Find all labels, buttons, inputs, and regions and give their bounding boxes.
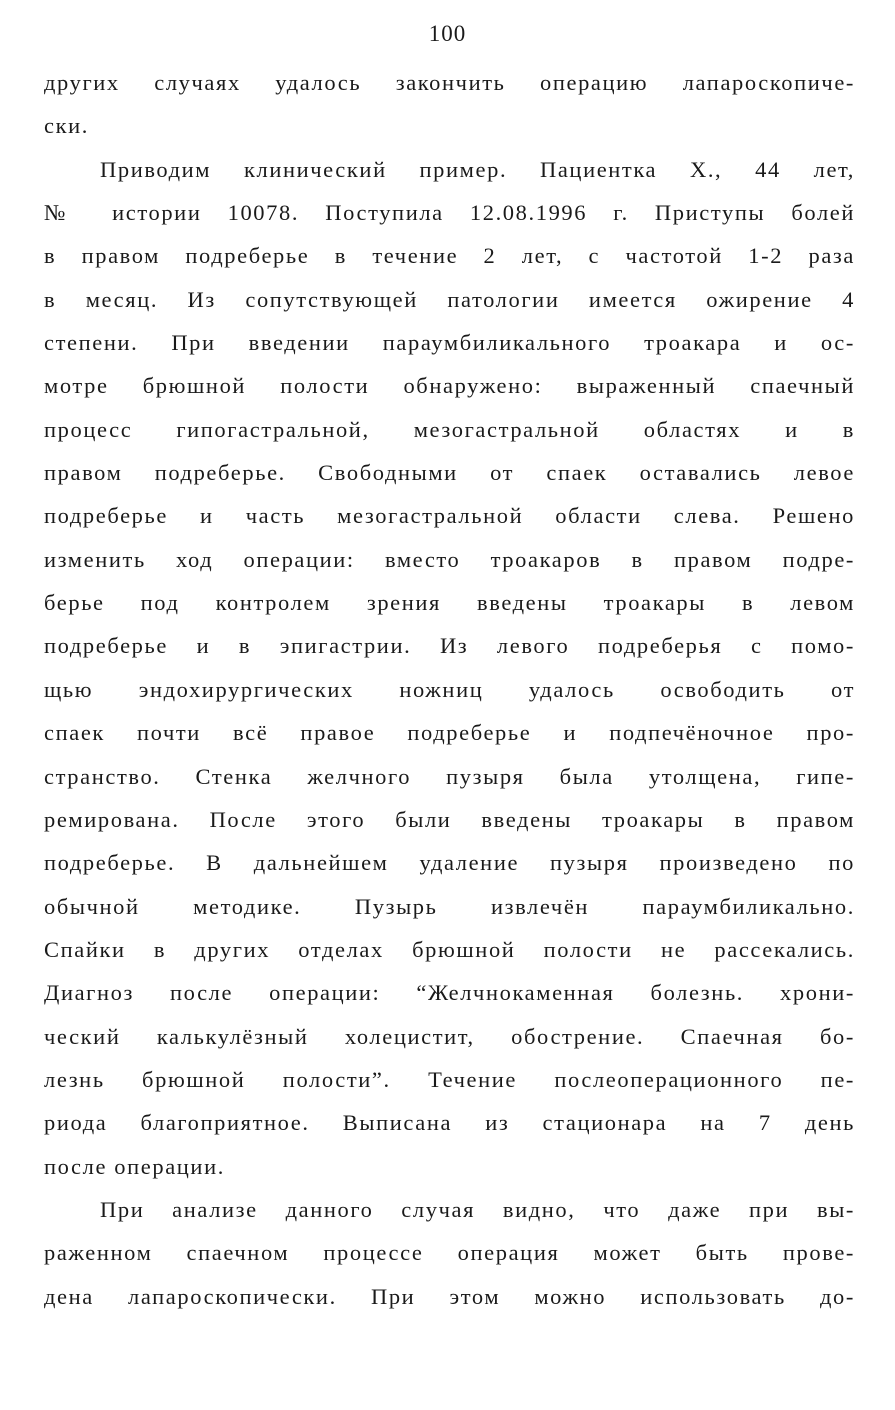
paragraph-1 <box>44 61 855 148</box>
text-line: лезнь брюшной полости”. Течение послеоперационного пе- <box>44 1066 855 1092</box>
text-line: спаек почти всё правое подреберье и подпечёночное про- <box>44 720 855 746</box>
text-line: после операции. <box>44 1153 225 1179</box>
text-line: ски. <box>44 113 89 139</box>
text-line: № истории 10078. Поступила 12.08.1996 г. Приступы болей <box>44 200 855 226</box>
text-line: берье под контролем зрения введены троакары в левом <box>44 590 855 616</box>
paragraph-3 <box>44 1188 855 1318</box>
text-line: ческий калькулёзный холецистит, обострение. Спаечная бо- <box>44 1023 855 1049</box>
text-line: риода благоприятное. Выписана из стационара на 7 день <box>44 1110 855 1136</box>
text-line: мотре брюшной полости обнаружено: выраженный спаечный <box>44 373 855 399</box>
paragraph-2 <box>44 148 855 1188</box>
text-line: обычной методике. Пузырь извлечён параумбиликально. <box>44 893 855 919</box>
text-line: подреберье. В дальнейшем удаление пузыря произведено по <box>44 850 855 876</box>
text-line: процесс гипогастральной, мезогастральной областях и в <box>44 416 855 442</box>
text-line: Спайки в других отделах брюшной полости не рассекались. <box>44 936 855 962</box>
text-line: правом подреберье. Свободными от спаек оставались левое <box>44 460 855 486</box>
page-number: 100 <box>428 21 467 46</box>
body-text <box>44 61 855 1318</box>
text-line: Диагноз после операции: “Желчнокаменная болезнь. хрони- <box>44 980 855 1006</box>
text-line: других случаях удалось закончить операцию лапароскопиче- <box>44 70 855 95</box>
text-line: в правом подреберье в течение 2 лет, с частотой 1-2 раза <box>44 243 855 269</box>
text-line: подреберье и в эпигастрии. Из левого подреберья с помо- <box>44 633 855 659</box>
text-line: странство. Стенка желчного пузыря была утолщена, гипе- <box>44 763 855 789</box>
text-line: в месяц. Из сопутствующей патологии имеется ожирение 4 <box>44 286 855 312</box>
text-line: ремирована. После этого были введены троакары в правом <box>44 806 855 832</box>
text-line: раженном спаечном процессе операция может быть прове- <box>44 1240 855 1266</box>
text-line: степени. При введении параумбиликального троакара и ос- <box>44 330 855 356</box>
text-line: изменить ход операции: вместо троакаров в правом подре- <box>44 546 855 572</box>
text-line: Приводим клинический пример. Пациентка Х., 44 лет, <box>100 156 855 182</box>
text-line: дена лапароскопически. При этом можно использовать до- <box>44 1283 855 1309</box>
text-line: При анализе данного случая видно, что даже при вы- <box>100 1196 855 1222</box>
text-line: подреберье и часть мезогастральной области слева. Решено <box>44 503 855 529</box>
text-line: щью эндохирургических ножниц удалось освободить от <box>44 676 855 702</box>
